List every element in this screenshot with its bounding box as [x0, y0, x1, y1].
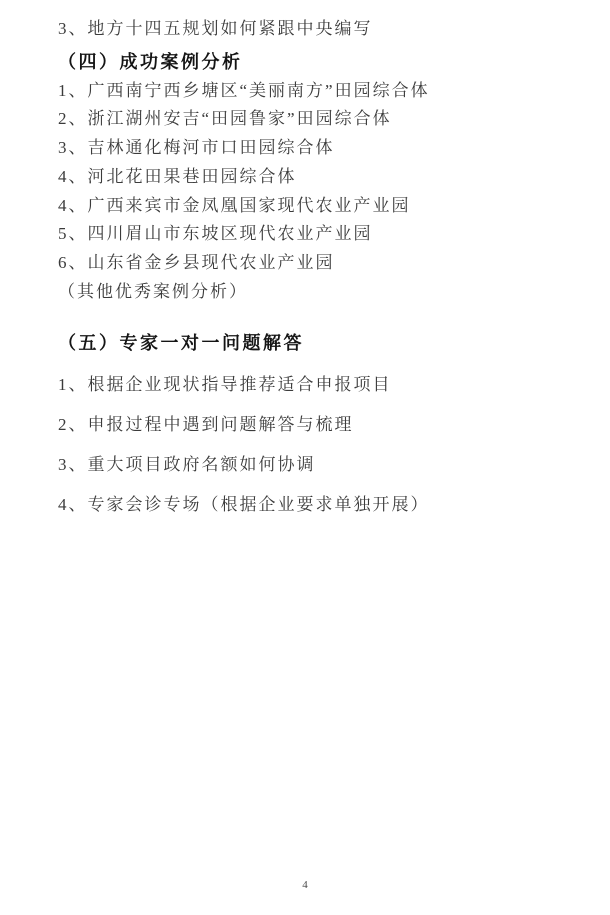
section-4-item-3: 3、吉林通化梅河市口田园综合体	[58, 138, 335, 158]
section-4-item-5: 4、广西来宾市金凤凰国家现代农业产业园	[58, 195, 411, 215]
section-4-heading: （四）成功案例分析	[58, 51, 243, 72]
section-5-item-4: 4、专家会诊专场（根据企业要求单独开展）	[58, 495, 430, 515]
page-number: 4	[302, 879, 308, 891]
section-4-item-1: 1、广西南宁西乡塘区“美丽南方”田园综合体	[58, 80, 430, 100]
list-item-prev-section: 3、地方十四五规划如何紧跟中央编写	[58, 19, 373, 38]
section-4-note: （其他优秀案例分析）	[58, 281, 248, 301]
section-4-item-7: 6、山东省金乡县现代农业产业园	[58, 252, 335, 272]
section-5-heading: （五）专家一对一问题解答	[58, 333, 304, 354]
section-5-item-3: 3、重大项目政府名额如何协调	[58, 455, 316, 475]
section-5-item-2: 2、申报过程中遇到问题解答与梳理	[58, 415, 354, 435]
section-4-item-4: 4、河北花田果巷田园综合体	[58, 166, 297, 186]
section-4-item-6: 5、四川眉山市东坡区现代农业产业园	[58, 224, 373, 244]
section-4-item-2: 2、浙江湖州安吉“田园鲁家”田园综合体	[58, 109, 392, 129]
section-5-item-1: 1、根据企业现状指导推荐适合申报项目	[58, 375, 392, 395]
document-content	[58, 0, 590, 525]
